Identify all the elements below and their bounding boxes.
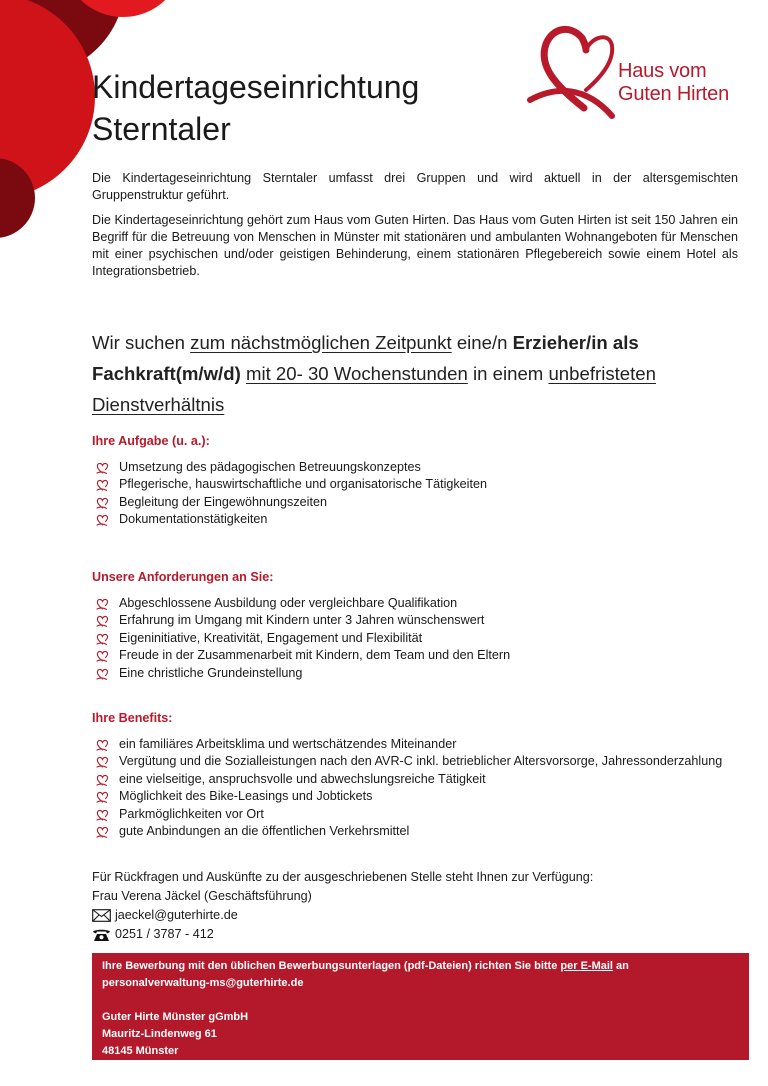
list-item bbox=[96, 736, 722, 753]
page-title bbox=[92, 66, 419, 150]
section-title-tasks: Ihre Aufgabe (u. a.): bbox=[92, 434, 210, 448]
section-title-benefits: Ihre Benefits: bbox=[92, 711, 173, 725]
footer-text: Ihre Bewerbung mit den üblichen Bewerbungsunterlagen (pdf-Dateien) richten Sie bitte bbox=[102, 960, 561, 972]
list-item bbox=[96, 612, 510, 629]
heart-bullet-icon bbox=[96, 739, 109, 751]
list-item bbox=[96, 788, 722, 805]
list-item bbox=[96, 494, 487, 511]
list-item-text: ein familiäres Arbeitsklima und wertschätzendes Miteinander bbox=[119, 737, 457, 751]
heart-bullet-icon bbox=[96, 462, 109, 474]
intro-paragraph: Die Kindertageseinrichtung Sterntaler umfasst drei Gruppen und wird aktuell in der altersgemischten Gruppenstruktur geführt. bbox=[92, 171, 738, 202]
contact-email-row bbox=[92, 906, 593, 925]
heart-bullet-icon bbox=[96, 668, 109, 680]
footer-application-text bbox=[102, 958, 739, 975]
logo-line-1: Haus vom bbox=[618, 60, 707, 82]
contact-phone-row bbox=[92, 925, 593, 944]
list-item bbox=[96, 823, 722, 840]
section-title-requirements: Unsere Anforderungen an Sie: bbox=[92, 570, 274, 584]
list-item-text: gute Anbindungen an die öffentlichen Verkehrsmittel bbox=[119, 824, 410, 839]
list-item-text: Möglichkeit des Bike-Leasings und Jobtickets bbox=[119, 789, 373, 804]
heart-bullet-icon bbox=[96, 809, 109, 821]
footer-city: 48145 Münster bbox=[102, 1045, 179, 1057]
heart-bullet-icon bbox=[96, 598, 109, 610]
footer-text: an bbox=[612, 960, 629, 972]
list-item-text: Dokumentationstätigkeiten bbox=[119, 512, 268, 527]
list-item-text: Parkmöglichkeiten vor Ort bbox=[119, 806, 264, 821]
list-item-text: Begleitung der Eingewöhnungszeiten bbox=[119, 494, 327, 509]
heart-bullet-icon bbox=[96, 514, 109, 526]
footer-street: Mauritz-Lindenweg 61 bbox=[102, 1028, 217, 1040]
headline-start-date: zum nächstmöglichen Zeitpunkt bbox=[190, 332, 452, 353]
headline-text: eine/n bbox=[451, 332, 513, 353]
footer-address bbox=[102, 1009, 739, 1060]
heart-bullet-icon bbox=[96, 650, 109, 662]
list-item bbox=[96, 459, 487, 476]
list-item-text: Eine christliche Grundeinstellung bbox=[119, 665, 303, 680]
list-item-text: eine vielseitige, anspruchsvolle und abwechslungsreiche Tätigkeit bbox=[119, 771, 486, 786]
logo-wordmark bbox=[618, 60, 729, 106]
list-item-text: Umsetzung des pädagogischen Betreuungskonzeptes bbox=[119, 460, 421, 474]
logo-line-2: Guten Hirten bbox=[618, 83, 729, 105]
intro-text bbox=[92, 170, 738, 288]
headline-contract-type: unbefristeten Dienstverhältnis bbox=[92, 363, 656, 415]
headline-text: in einem bbox=[467, 363, 549, 384]
headline-text: Wir suchen bbox=[92, 332, 191, 353]
list-item bbox=[96, 476, 487, 493]
contact-phone[interactable]: 0251 / 3787 - 412 bbox=[115, 927, 214, 941]
headline-position: Erzieher/in als Fachkraft(m/w/d) bbox=[92, 332, 639, 384]
heart-bullet-icon bbox=[96, 756, 109, 768]
heart-bullet-icon bbox=[96, 791, 109, 803]
footer-company: Guter Hirte Münster gGmbH bbox=[102, 1011, 249, 1023]
heart-bullet-icon bbox=[96, 633, 109, 645]
benefits-list bbox=[96, 736, 722, 840]
title-line-1: Kindertageseinrichtung bbox=[92, 69, 420, 105]
footer-email-link[interactable]: per E-Mail bbox=[560, 960, 613, 972]
contact-email-link[interactable]: jaeckel@guterhirte.de bbox=[115, 908, 238, 922]
headline-hours: mit 20- 30 Wochenstunden bbox=[245, 363, 468, 384]
heart-bullet-icon bbox=[96, 615, 109, 627]
heart-bullet-icon bbox=[96, 479, 109, 491]
requirements-list bbox=[96, 595, 510, 682]
telephone-icon bbox=[92, 928, 111, 942]
footer-email[interactable]: personalverwaltung-ms@guterhirte.de bbox=[102, 977, 304, 989]
contact-intro: Für Rückfragen und Auskünfte zu der ausgeschriebenen Stelle steht Ihnen zur Verfügung: bbox=[92, 870, 594, 884]
list-item bbox=[96, 647, 510, 664]
heart-bullet-icon bbox=[96, 826, 109, 838]
list-item-text: Eigeninitiative, Kreativität, Engagement und Flexibilität bbox=[119, 630, 423, 645]
list-item-text: Erfahrung im Umgang mit Kindern unter 3 Jahren wünschenswert bbox=[119, 613, 485, 628]
list-item bbox=[96, 665, 510, 682]
application-footer bbox=[92, 953, 749, 1060]
contact-person: Frau Verena Jäckel (Geschäftsführung) bbox=[92, 889, 312, 903]
envelope-icon bbox=[92, 909, 111, 922]
list-item bbox=[96, 630, 510, 647]
list-item bbox=[96, 511, 487, 528]
heart-bullet-icon bbox=[96, 774, 109, 786]
task-list bbox=[96, 459, 487, 529]
list-item-text: Vergütung und die Sozialleistungen nach den AVR-C inkl. betrieblicher Altersvorsorge, Jahressonderzahlung bbox=[119, 754, 723, 769]
list-item-text: Abgeschlossene Ausbildung oder vergleichbare Qualifikation bbox=[119, 596, 458, 610]
list-item bbox=[96, 753, 722, 770]
job-headline bbox=[92, 327, 712, 420]
list-item-text: Pflegerische, hauswirtschaftliche und organisatorische Tätigkeiten bbox=[119, 477, 487, 492]
list-item bbox=[96, 806, 722, 823]
list-item bbox=[96, 595, 510, 612]
title-line-2: Sterntaler bbox=[92, 111, 231, 147]
contact-block bbox=[92, 868, 593, 944]
list-item-text: Freude in der Zusammenarbeit mit Kindern, dem Team und den Eltern bbox=[119, 648, 511, 663]
heart-bullet-icon bbox=[96, 497, 109, 509]
list-item bbox=[96, 771, 722, 788]
intro-paragraph: Die Kindertageseinrichtung gehört zum Haus vom Guten Hirten. Das Haus vom Guten Hirten ist seit 150 Jahren ein Begriff für die Betreuung von Menschen in Münster mit stationären und ambulanten Wohnangeboten für Menschen mit einer psychischen und/oder geistigen Behinderung, einem stationären Pflegebereich sowie einem Hotel als Integrationsbetrieb. bbox=[92, 213, 738, 278]
